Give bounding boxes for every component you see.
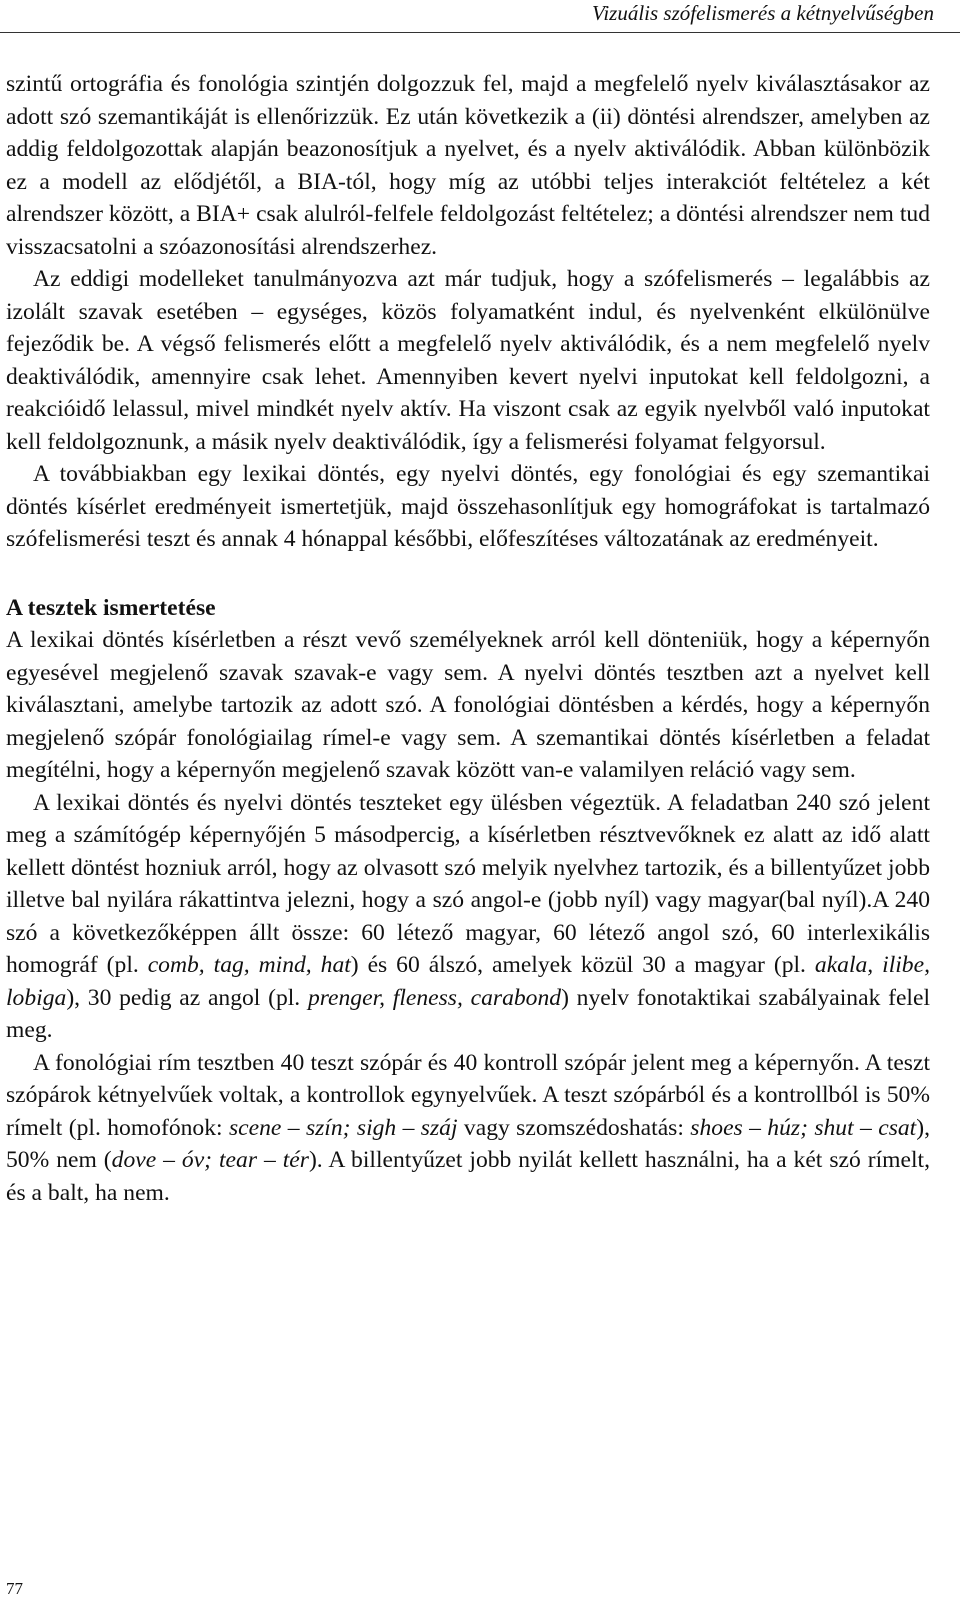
paragraph-2: Az eddigi modelleket tanulmányozva azt már tudjuk, hogy a szófelismerés – legalábbis az izolált szavak esetében – egységes, közös folyamatként indul, és nyelvenként elkülönülve fejeződik be. A végső felismerés előtt a megfelelő nyelv aktiválódik, és a nem megfelelő nyelv deaktiválódik, amennyire csak lehet. Amennyiben kevert nyelvi inputokat kell feldolgozni, a reakcióidő lelassul, mivel mindkét nyelv aktív. Ha viszont csak az egyik nyelvből való inputokat kell feldolgoznunk, a másik nyelv deaktiválódik, így a felismerési folyamat felgyorsul.: [6, 266, 930, 455]
paragraph-5-text-2: ) és 60 álszó, amelyek közül 30 a magyar (pl.: [350, 952, 815, 978]
example-non-rhyming: dove – óv; tear – tér: [111, 1147, 309, 1173]
running-header: [0, 0, 960, 33]
paragraph-6-text-3: ), 50% nem (: [6, 1114, 930, 1173]
running-title: Vizuális szófelismerés a kétnyelvűségben: [592, 1, 934, 25]
paragraph-3: A továbbiakban egy lexikai döntés, egy nyelvi döntés, egy fonológiai és egy szemantikai döntés kísérlet eredményeit ismertetjük, majd összehasonlítjuk egy homográfokat is tartalmazó szófelismerési teszt és annak 4 hónappal későbbi, előfeszítéses változatának az eredményeit.: [6, 461, 930, 552]
example-homographs: comb, tag, mind, hat: [147, 952, 351, 978]
paragraph-6-text-1: A fonológiai rím tesztben 40 teszt szópár és 40 kontroll szópár jelent meg a képernyőn. A teszt szópárok kétnyelvűek voltak, a kontrollok egynyelvűek. A teszt szópárból és a kontrollból is 50% rímelt (pl. homofónok:: [6, 1049, 930, 1141]
example-hungarian-pseudowords: akala, ilibe, lobiga: [6, 952, 930, 1011]
section-heading: A tesztek ismertetése: [6, 594, 216, 621]
example-english-pseudowords: prenger, fleness, carabond: [307, 984, 562, 1011]
example-homophones: scene – szín; sigh – száj: [228, 1114, 458, 1141]
paragraph-6: [6, 1047, 930, 1210]
paragraph-6-text-4: ). A billentyűzet jobb nyilát kellett használni, ha a két szó rímelt, és a balt, ha nem.: [6, 1147, 930, 1206]
paragraph-6-text-2: vagy szomszédoshatás:: [457, 1114, 691, 1141]
paragraph-5-text-1: A lexikai döntés és nyelvi döntés teszteket egy ülésben végeztük. A feladatban 240 szó jelent meg a számítógép képernyőjén 5 másodpercig, a kísérletben résztvevőknek ez alatt az idő alatt kellett döntést hozniuk arról, hogy az olvasott szó melyik nyelvhez tartozik, és a billentyűzet jobb illetve bal nyilára rákattintva jelezni, hogy a szó angol-e (jobb nyíl) vagy magyar(bal nyíl).A 240 szó a következőképpen állt össze: 60 létező magyar, 60 létező angol szó, 60 interlexikális homográf (pl.: [6, 789, 930, 978]
page-content: [6, 68, 930, 1209]
paragraph-5-text-3: ), 30 pedig az angol (pl.: [66, 984, 308, 1011]
example-neighbourhood: shoes – húz; shut – csat: [690, 1114, 917, 1141]
page-number: 77: [6, 1579, 23, 1598]
paragraph-4: A lexikai döntés kísérletben a részt vevő személyeknek arról kell dönteniük, hogy a képernyőn egyesével megjelenő szavak szavak-e vagy sem. A nyelvi döntés tesztben azt a nyelvet kell kiválasztani, amelybe tartozik az adott szó. A fonológiai döntésben a kérdés, hogy a képernyőn megjelenő szópár fonológiailag rímel-e vagy sem. A szemantikai döntés kísérletben a feladat megítélni, hogy a képernyőn megjelenő szavak között van-e valamilyen reláció vagy sem.: [6, 627, 930, 783]
paragraph-5-text-4: ) nyelv fonotaktikai szabályainak felel meg.: [6, 984, 931, 1043]
paragraph-5: [6, 787, 930, 1047]
paragraph-1: szintű ortográfia és fonológia szintjén dolgozzuk fel, majd a megfelelő nyelv kiválasztásakor az adott szó szemantikáját is ellenőrizzük. Ez után következik a (ii) döntési alrendszer, amelyben az addig feldolgozottak alapján beazonosítjuk a nyelvet, és a nyelv aktiválódik. Abban különbözik ez a modell az elődjétől, a BIA-tól, hogy míg az utóbbi teljes interakciót feltételez a két alrendszer között, a BIA+ csak alulról-felfele feldolgozást feltételez; a döntési alrendszer nem tud visszacsatolni a szóazonosítási alrendszerhez.: [6, 71, 930, 260]
